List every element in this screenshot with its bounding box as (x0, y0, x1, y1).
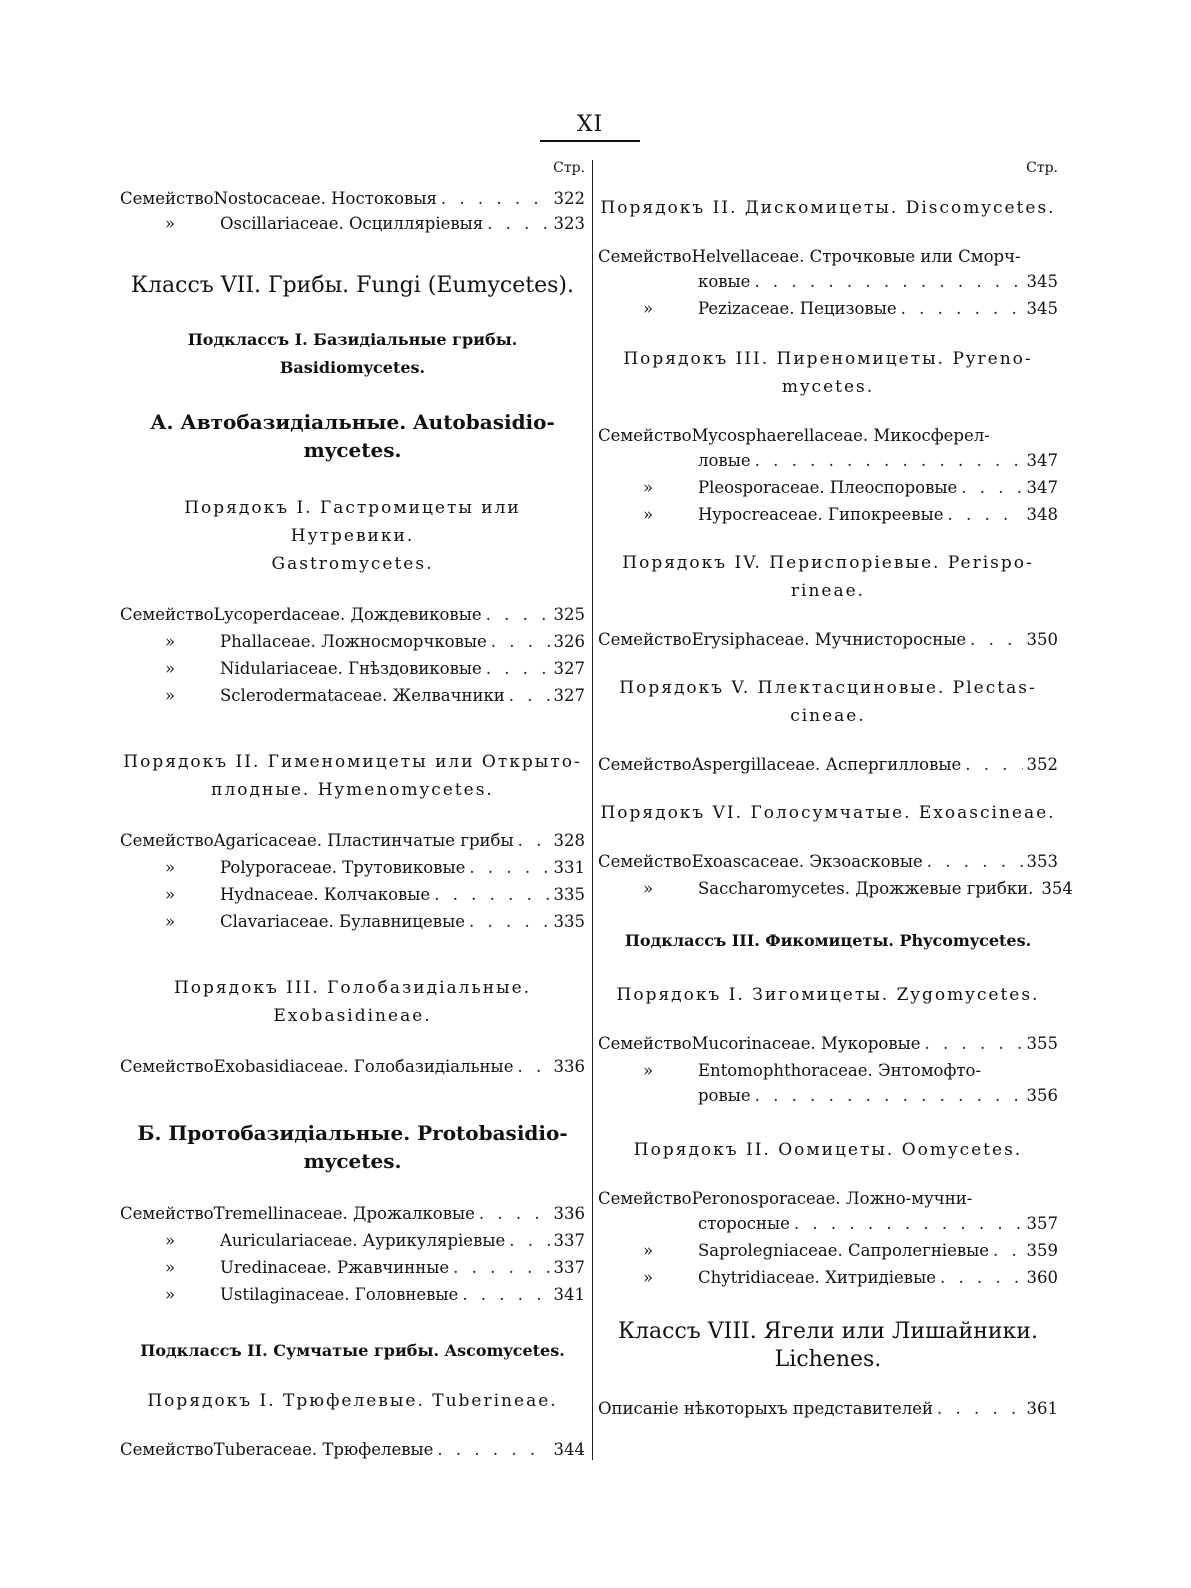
ditto-mark: » (165, 659, 176, 678)
dot-leader (754, 269, 1022, 294)
klass-heading (120, 272, 585, 300)
toc-line (120, 1282, 585, 1307)
toc-line (598, 876, 1073, 901)
heading-line: Порядокъ II. Оомицеты. Oomycetes. (633, 1140, 1023, 1160)
dot-leader (925, 1031, 1023, 1056)
sub-heading (120, 1337, 585, 1365)
heading-line: Порядокъ I. Зигомицеты. Zygomycetes. (616, 985, 1040, 1005)
page-ref: 327 (553, 686, 585, 705)
dot-leader (479, 1201, 550, 1226)
ditto-mark: » (165, 214, 176, 233)
ditto-mark: » (643, 505, 654, 524)
toc-entry (598, 475, 1058, 500)
toc-entry (598, 1265, 1058, 1290)
entry-name: Erysiphaceae. Мучнисторосные (691, 630, 967, 649)
toc-line (598, 1031, 1058, 1056)
family-prefix: Семейство (598, 1034, 692, 1053)
ditto-mark: » (643, 879, 654, 898)
page-ref: 328 (553, 831, 585, 850)
entry-name: Peronosporaceae. Ложно-мучни- (691, 1189, 973, 1208)
dot-leader (940, 1265, 1023, 1290)
toc-line (598, 1058, 1058, 1083)
toc-entry (120, 828, 585, 853)
column-divider (592, 160, 593, 1460)
sub-heading (598, 927, 1058, 955)
family-prefix: Семейство (120, 605, 214, 624)
ditto-mark: » (165, 858, 176, 877)
toc-line-continuation (598, 1083, 1058, 1108)
page-ref: 341 (553, 1285, 585, 1304)
page-ref: 325 (553, 605, 585, 624)
page-number-rule (540, 140, 640, 142)
entry-name-continued: ковые (698, 272, 751, 291)
dot-leader (947, 502, 1022, 527)
order-heading (120, 494, 585, 578)
page-ref: 323 (553, 214, 585, 233)
heading-line: Подклассъ II. Сумчатые грибы. Ascomycetes. (140, 1341, 565, 1360)
order-heading (120, 974, 585, 1030)
page-ref: 353 (1026, 852, 1058, 871)
entry-name: Helvellaceae. Строчковые или Сморч- (691, 247, 1021, 266)
toc-entry (120, 629, 585, 654)
page-ref: 347 (1026, 478, 1058, 497)
toc-line-continuation (598, 448, 1058, 473)
order-heading (598, 549, 1058, 605)
heading-line: mycetes. (303, 438, 402, 462)
toc-line (598, 475, 1058, 500)
page-ref: 354 (1041, 879, 1073, 898)
toc-entry (598, 1186, 1058, 1236)
entry-name: Saprolegniaceae. Сапролегніевые (698, 1241, 990, 1260)
dot-leader (509, 1228, 549, 1253)
ditto-mark: » (643, 299, 654, 318)
family-prefix: Семейство (598, 630, 692, 649)
page-ref: 335 (553, 912, 585, 931)
entry-name-continued: сторосные (698, 1214, 790, 1233)
toc-line (598, 244, 1058, 269)
heading-line: Порядокъ III. Голобазидіальные. (173, 978, 532, 998)
toc-entry (120, 1228, 585, 1253)
toc-line (120, 1228, 585, 1253)
ditto-mark: » (165, 912, 176, 931)
page-ref: 344 (553, 1440, 585, 1459)
toc-line (120, 1255, 585, 1280)
toc-entry (598, 244, 1058, 294)
order-heading (598, 674, 1058, 730)
toc-line (598, 423, 1058, 448)
family-prefix: Семейство (120, 1057, 214, 1076)
dot-leader (469, 909, 550, 934)
toc-line (120, 1201, 585, 1226)
family-prefix: Семейство (598, 852, 692, 871)
dot-leader (927, 849, 1023, 874)
toc-entry (120, 1437, 585, 1462)
page-ref: 326 (553, 632, 585, 651)
toc-entry (598, 1031, 1058, 1056)
dot-leader (970, 627, 1022, 652)
dot-leader (965, 752, 1022, 777)
entry-name: Chytridiaceae. Хитридіевые (698, 1268, 936, 1287)
entry-name: Pezizaceae. Пецизовые (698, 299, 897, 318)
family-prefix: Семейство (120, 1204, 214, 1223)
dot-leader (487, 211, 549, 236)
entry-name: Nidulariaceae. Гнѣздовиковые (220, 659, 482, 678)
dot-leader (901, 296, 1023, 321)
heading-line: mycetes. (781, 377, 875, 397)
ditto-mark: » (643, 1241, 654, 1260)
toc-line (598, 296, 1058, 321)
toc-line (598, 1396, 1058, 1421)
entry-name: Clavariaceae. Булавницевые (220, 912, 465, 931)
ditto-mark: » (643, 478, 654, 497)
page-ref: 335 (553, 885, 585, 904)
toc-line (598, 502, 1058, 527)
toc-entry (120, 1282, 585, 1307)
dot-leader (437, 1437, 549, 1462)
page-ref: 337 (553, 1231, 585, 1250)
toc-entry (120, 186, 585, 211)
heading-line: Порядокъ I. Гастромицеты или Нутревики. (184, 498, 521, 546)
page-ref: 337 (553, 1258, 585, 1277)
toc-entry (120, 882, 585, 907)
toc-line (598, 627, 1058, 652)
entry-name: Lycoperdaceae. Дождевиковые (213, 605, 482, 624)
entry-name-continued: ловые (698, 451, 751, 470)
toc-line (120, 1437, 585, 1462)
toc-entry (120, 1054, 585, 1079)
heading-line: Классъ VIII. Ягели или Лишайники. (618, 1319, 1038, 1344)
family-prefix: Семейство (598, 426, 692, 445)
toc-line (598, 1238, 1058, 1263)
heading-line: Gastromycetes. (271, 554, 434, 574)
page-column-label: Стр. (1026, 160, 1058, 176)
toc-entry (120, 602, 585, 627)
page-ref: 352 (1026, 755, 1058, 774)
page-ref: 356 (1026, 1086, 1058, 1105)
dot-leader (937, 1396, 1023, 1421)
order-heading (598, 799, 1058, 827)
toc-entry (598, 1396, 1058, 1421)
toc-line (598, 1265, 1058, 1290)
heading-line: плодные. Hymenomycetes. (211, 780, 494, 800)
entry-name: Mycosphaerellaceae. Микосферел- (691, 426, 990, 445)
entry-name-continued: ровые (698, 1086, 751, 1105)
ditto-mark: » (165, 686, 176, 705)
order-heading (120, 748, 585, 804)
dot-leader (462, 1282, 549, 1307)
entry-name: Agaricaceae. Пластинчатые грибы (213, 831, 514, 850)
toc-line (120, 186, 585, 211)
toc-entry (598, 1238, 1058, 1263)
entry-name: Ustilaginaceae. Головневые (220, 1285, 459, 1304)
family-prefix: Семейство (598, 247, 692, 266)
toc-line (598, 849, 1058, 874)
heading-line: Б. Протобазидіальные. Protobasidio- (137, 1121, 568, 1145)
toc-line (120, 828, 585, 853)
toc-entry (598, 849, 1058, 874)
toc-line (120, 629, 585, 654)
entry-name: Tuberaceae. Трюфелевые (213, 1440, 434, 1459)
right-column (598, 160, 1073, 1421)
toc-line (120, 602, 585, 627)
page-number: XI (576, 112, 604, 137)
page-ref: 345 (1026, 299, 1058, 318)
toc-line (120, 683, 585, 708)
toc-entry (598, 876, 1073, 901)
toc-entry (598, 502, 1058, 527)
toc-entry (598, 752, 1058, 777)
entry-name: Pleosporaceae. Плеоспоровые (698, 478, 958, 497)
toc-entry (598, 296, 1058, 321)
toc-line (598, 1186, 1058, 1211)
dot-leader (517, 1054, 549, 1079)
toc-line (120, 855, 585, 880)
left-column (120, 160, 585, 1462)
heading-line: cineae. (790, 706, 866, 726)
dot-leader (486, 656, 550, 681)
toc-entry (120, 1255, 585, 1280)
toc-line (120, 882, 585, 907)
order-heading (120, 1387, 585, 1415)
toc-entry (598, 423, 1058, 473)
sub-heading (120, 326, 585, 382)
entry-name: Sclerodermataceae. Желвачники (220, 686, 505, 705)
page-ref: 357 (1026, 1214, 1058, 1233)
heading-line: Порядокъ I. Трюфелевые. Tuberineae. (147, 1391, 558, 1411)
heading-line: Порядокъ II. Гименомицеты или Открыто- (123, 752, 582, 772)
entry-name: Hydnaceae. Колчаковые (220, 885, 431, 904)
page-ref: 327 (553, 659, 585, 678)
dot-leader (509, 683, 550, 708)
page-ref: 345 (1026, 272, 1058, 291)
heading-line: Порядокъ VI. Голосумчатые. Exoascineae. (600, 803, 1056, 823)
page-ref: 361 (1026, 1399, 1058, 1418)
dot-leader (961, 475, 1022, 500)
big-heading (120, 1119, 585, 1175)
entry-name: Hypocreaceae. Гипокреевые (698, 505, 944, 524)
entry-name: Oscillariaceae. Осцилляріевыя (220, 214, 484, 233)
heading-line: rineae. (790, 581, 866, 601)
ditto-mark: » (165, 885, 176, 904)
heading-line: Классъ VII. Грибы. Fungi (Eumycetes). (131, 273, 574, 298)
family-prefix: Семейство (120, 831, 214, 850)
toc-line (120, 909, 585, 934)
family-prefix: Семейство (120, 1440, 214, 1459)
page-ref: 355 (1026, 1034, 1058, 1053)
ditto-mark: » (165, 1231, 176, 1250)
heading-line: Exobasidineae. (273, 1006, 432, 1026)
big-heading (120, 408, 585, 464)
toc-entry (598, 1058, 1058, 1108)
heading-line: Подклассъ I. Базидіальные грибы. Basidiomycetes. (187, 330, 518, 377)
dot-leader (755, 1083, 1023, 1108)
page-ref: 347 (1026, 451, 1058, 470)
page-ref: 336 (553, 1204, 585, 1223)
toc-entry (598, 627, 1058, 652)
dot-leader (486, 602, 550, 627)
toc-entry (120, 683, 585, 708)
entry-name: Nostocaceae. Ностоковыя (213, 189, 437, 208)
heading-line: Подклассъ III. Фикомицеты. Phycomycetes. (624, 931, 1032, 950)
ditto-mark: » (165, 1258, 176, 1277)
dot-leader (794, 1211, 1023, 1236)
page-ref: 348 (1026, 505, 1058, 524)
entry-name: Mucorinaceae. Мукоровые (691, 1034, 921, 1053)
entry-name: Auriculariaceae. Аурикуляріевые (220, 1231, 506, 1250)
page-ref: 322 (553, 189, 585, 208)
entry-name: Saccharomycetes. Дрожжевые грибки. (698, 879, 1034, 898)
toc-entry (120, 855, 585, 880)
page-ref: 331 (553, 858, 585, 877)
heading-line: Порядокъ V. Плектасциновые. Plectas- (619, 678, 1037, 698)
order-heading (598, 345, 1058, 401)
family-prefix: Семейство (598, 1189, 692, 1208)
ditto-mark: » (165, 1285, 176, 1304)
toc-line-continuation (598, 269, 1058, 294)
toc-line (120, 656, 585, 681)
entry-name: Exoascaceae. Экзоасковые (691, 852, 923, 871)
dot-leader (755, 448, 1023, 473)
entry-name: Polyporaceae. Трутовиковые (220, 858, 466, 877)
heading-line: А. Автобазидіальные. Autobasidio- (150, 410, 555, 434)
toc-line-continuation (598, 1211, 1058, 1236)
page-ref: 336 (553, 1057, 585, 1076)
dot-leader (469, 855, 549, 880)
toc-entry (120, 909, 585, 934)
toc-entries-right (598, 194, 1073, 1421)
order-heading (598, 1136, 1058, 1164)
toc-entry (120, 656, 585, 681)
toc-entry (120, 1201, 585, 1226)
page-ref: 350 (1026, 630, 1058, 649)
heading-line: Lichenes. (774, 1347, 882, 1372)
entry-name: Entomophthoraceae. Энтомофто- (698, 1061, 982, 1080)
entry-name: Tremellinaceae. Дрожалковые (213, 1204, 475, 1223)
dot-leader (441, 186, 550, 211)
heading-line: Порядокъ IV. Периспоріевые. Perispo- (622, 553, 1034, 573)
dot-leader (434, 882, 549, 907)
dot-leader (491, 629, 550, 654)
entry-name: Описаніе нѣкоторыхъ представителей (598, 1399, 933, 1418)
dot-leader (453, 1255, 549, 1280)
entry-name: Exobasidiaceae. Голобазидіальные (213, 1057, 514, 1076)
heading-line: Порядокъ III. Пиреномицеты. Pyreno- (623, 349, 1033, 369)
family-prefix: Семейство (120, 189, 214, 208)
ditto-mark: » (643, 1268, 654, 1287)
toc-line (598, 752, 1058, 777)
toc-entries-left (120, 186, 585, 1462)
order-heading (598, 981, 1058, 1009)
order-heading (598, 194, 1058, 222)
page-column-label: Стр. (553, 160, 585, 176)
entry-name: Phallaceae. Ложносморчковые (220, 632, 487, 651)
toc-line (120, 1054, 585, 1079)
family-prefix: Семейство (598, 755, 692, 774)
page-ref: 360 (1026, 1268, 1058, 1287)
ditto-mark: » (165, 632, 176, 651)
page-ref: 359 (1026, 1241, 1058, 1260)
toc-entry (120, 211, 585, 236)
heading-line: Порядокъ II. Дискомицеты. Discomycetes. (600, 198, 1056, 218)
klass-heading (598, 1318, 1058, 1374)
dot-leader (993, 1238, 1022, 1263)
entry-name: Aspergillaceae. Аспергилловые (691, 755, 962, 774)
toc-line (120, 211, 585, 236)
entry-name: Uredinaceae. Ржавчинные (220, 1258, 450, 1277)
heading-line: mycetes. (303, 1149, 402, 1173)
dot-leader (518, 828, 550, 853)
ditto-mark: » (643, 1061, 654, 1080)
